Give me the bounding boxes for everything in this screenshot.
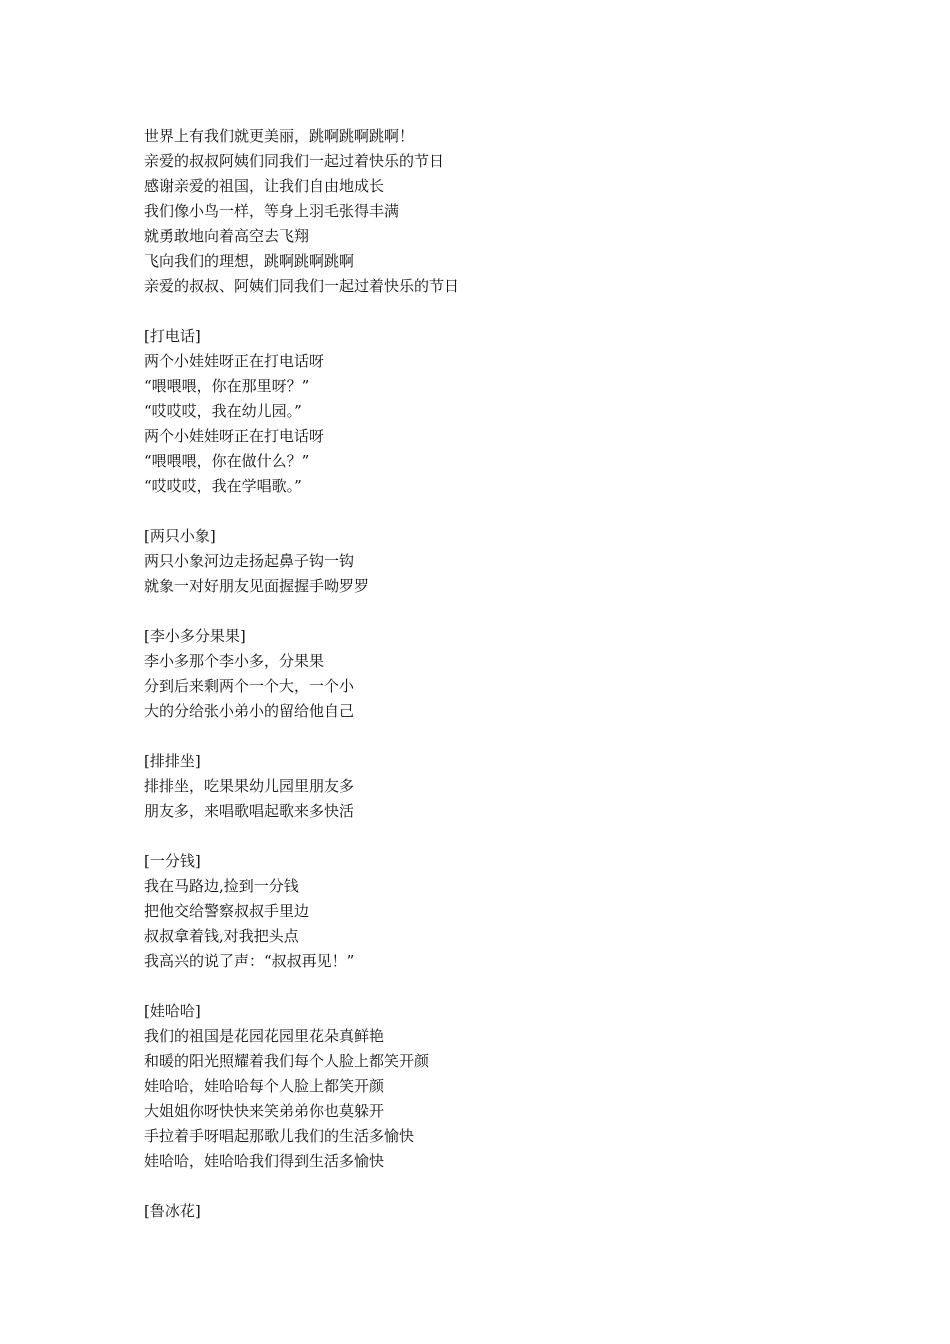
lyric-line: 感谢亲爱的祖国，让我们自由地成长 bbox=[144, 177, 385, 195]
song-wa-ha-ha bbox=[144, 999, 844, 1174]
lyric-line: 两个小娃娃呀正在打电话呀 bbox=[144, 427, 325, 445]
lyric-line: 叔叔拿着钱,对我把头点 bbox=[144, 927, 299, 945]
lyric-line: 亲爱的叔叔阿姨们同我们一起过着快乐的节日 bbox=[144, 152, 445, 170]
lyric-line: 我高兴的说了声：“叔叔再见！” bbox=[144, 952, 355, 970]
lyric-line: 两只小象河边走扬起鼻子钩一钩 bbox=[144, 552, 355, 570]
song-li-xiao-duo bbox=[144, 624, 844, 724]
lyric-line: 李小多那个李小多，分果果 bbox=[144, 652, 325, 670]
lyric-line: 手拉着手呀唱起那歌儿我们的生活多愉快 bbox=[144, 1127, 415, 1145]
blank-line bbox=[144, 1174, 844, 1199]
lyric-line: 我们的祖国是花园花园里花朵真鲜艳 bbox=[144, 1027, 385, 1045]
lyric-line: 分到后来剩两个一个大，一个小 bbox=[144, 677, 355, 695]
lyric-line: 娃哈哈，娃哈哈每个人脸上都笑开颜 bbox=[144, 1077, 385, 1095]
lyric-line: 排排坐，吃果果幼儿园里朋友多 bbox=[144, 777, 355, 795]
song-title: [娃哈哈] bbox=[144, 1002, 201, 1020]
lyric-line: “哎哎哎，我在学唱歌。” bbox=[144, 477, 302, 495]
song-title: [鲁冰花] bbox=[144, 1202, 201, 1220]
lyric-line: 飞向我们的理想，跳啊跳啊跳啊 bbox=[144, 252, 355, 270]
intro-verse bbox=[144, 124, 844, 299]
blank-line bbox=[144, 824, 844, 849]
song-title: [李小多分果果] bbox=[144, 627, 246, 645]
lyrics-body bbox=[144, 124, 844, 1224]
song-yi-fen-qian bbox=[144, 849, 844, 974]
lyric-line: 就勇敢地向着高空去飞翔 bbox=[144, 227, 310, 245]
lyric-line: 我在马路边,捡到一分钱 bbox=[144, 877, 299, 895]
lyric-line: 和暖的阳光照耀着我们每个人脸上都笑开颜 bbox=[144, 1052, 430, 1070]
song-title: [一分钱] bbox=[144, 852, 201, 870]
song-da-dian-hua bbox=[144, 324, 844, 499]
song-title: [排排坐] bbox=[144, 752, 201, 770]
blank-line bbox=[144, 974, 844, 999]
blank-line bbox=[144, 599, 844, 624]
song-pai-pai-zuo bbox=[144, 749, 844, 824]
lyric-line: “喂喂喂，你在那里呀？” bbox=[144, 377, 310, 395]
lyric-line: 朋友多，来唱歌唱起歌来多快活 bbox=[144, 802, 355, 820]
lyric-line: 娃哈哈，娃哈哈我们得到生活多愉快 bbox=[144, 1152, 385, 1170]
lyric-line: 就象一对好朋友见面握握手呦罗罗 bbox=[144, 577, 370, 595]
lyric-line: 大姐姐你呀快快来笑弟弟你也莫躲开 bbox=[144, 1102, 385, 1120]
blank-line bbox=[144, 724, 844, 749]
song-title: [打电话] bbox=[144, 327, 201, 345]
lyric-line: 大的分给张小弟小的留给他自己 bbox=[144, 702, 355, 720]
blank-line bbox=[144, 299, 844, 324]
song-title: [两只小象] bbox=[144, 527, 216, 545]
song-liang-zhi-xiao-xiang bbox=[144, 524, 844, 599]
lyric-line: “哎哎哎，我在幼儿园。” bbox=[144, 402, 302, 420]
lyric-line: 两个小娃娃呀正在打电话呀 bbox=[144, 352, 325, 370]
blank-line bbox=[144, 499, 844, 524]
lyric-line: “喂喂喂，你在做什么？” bbox=[144, 452, 310, 470]
lyric-line: 亲爱的叔叔、阿姨们同我们一起过着快乐的节日 bbox=[144, 277, 460, 295]
lyric-line: 我们像小鸟一样，等身上羽毛张得丰满 bbox=[144, 202, 400, 220]
lyric-line: 把他交给警察叔叔手里边 bbox=[144, 902, 310, 920]
lyric-line: 世界上有我们就更美丽，跳啊跳啊跳啊！ bbox=[144, 127, 415, 145]
song-lu-bing-hua bbox=[144, 1199, 844, 1224]
